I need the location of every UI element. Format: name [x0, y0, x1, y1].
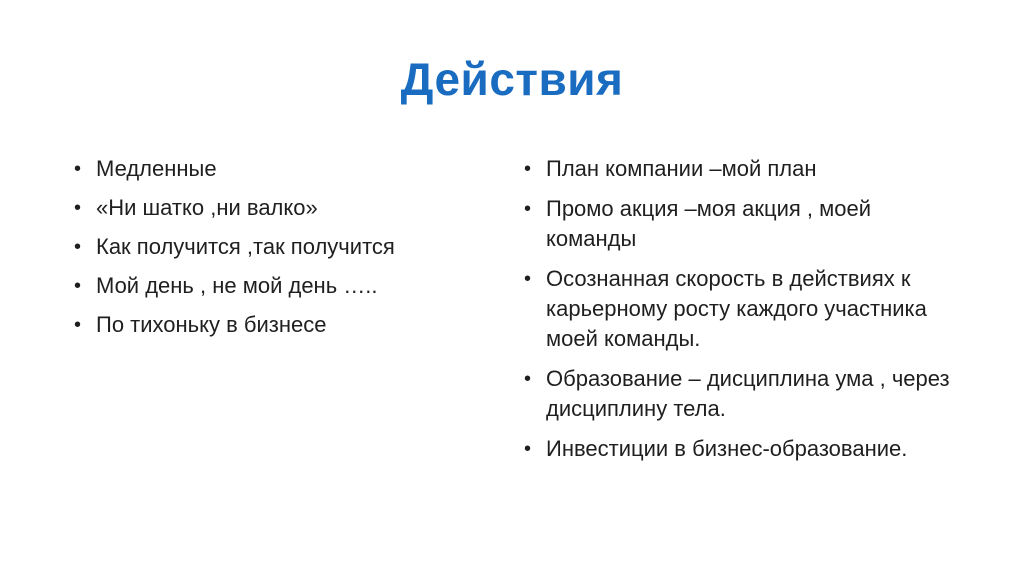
right-bullet-list: [524, 154, 964, 474]
list-item-text: Образование – дисциплина ума , через дисциплину тела.: [546, 366, 950, 421]
list-item: [524, 434, 964, 464]
slide-title: Действия: [400, 53, 624, 105]
list-item-text: Осознанная скорость в действиях к карьерному росту каждого участника моей команды.: [546, 266, 927, 351]
left-bullet-list: [74, 154, 494, 349]
bullet-icon: •: [524, 438, 532, 460]
list-item: [74, 271, 494, 301]
bullet-icon: •: [74, 197, 82, 219]
bullet-icon: •: [74, 236, 82, 258]
list-item-text: Медленные: [96, 156, 217, 181]
list-item-text: Мой день , не мой день …..: [96, 273, 378, 298]
bullet-icon: •: [524, 158, 532, 180]
list-item-text: По тихоньку в бизнесе: [96, 312, 327, 337]
list-item: [74, 193, 494, 223]
list-item-text: Промо акция –моя акция , моей команды: [546, 196, 872, 251]
bullet-icon: •: [524, 198, 532, 220]
bullet-icon: •: [524, 268, 532, 290]
list-item-text: «Ни шатко ,ни валко»: [96, 195, 318, 220]
bullet-icon: •: [524, 368, 532, 390]
bullet-icon: •: [74, 158, 82, 180]
list-item: [74, 154, 494, 184]
list-item: [524, 364, 964, 424]
list-item-text: Инвестиции в бизнес-образование.: [546, 436, 908, 461]
list-item: [74, 310, 494, 340]
list-item: [524, 194, 964, 254]
list-item: [524, 154, 964, 184]
bullet-icon: •: [74, 314, 82, 336]
bullet-icon: •: [74, 275, 82, 297]
list-item: [74, 232, 494, 262]
list-item-text: План компании –мой план: [546, 156, 817, 181]
list-item-text: Как получится ,так получится: [96, 234, 395, 259]
list-item: [524, 264, 964, 354]
